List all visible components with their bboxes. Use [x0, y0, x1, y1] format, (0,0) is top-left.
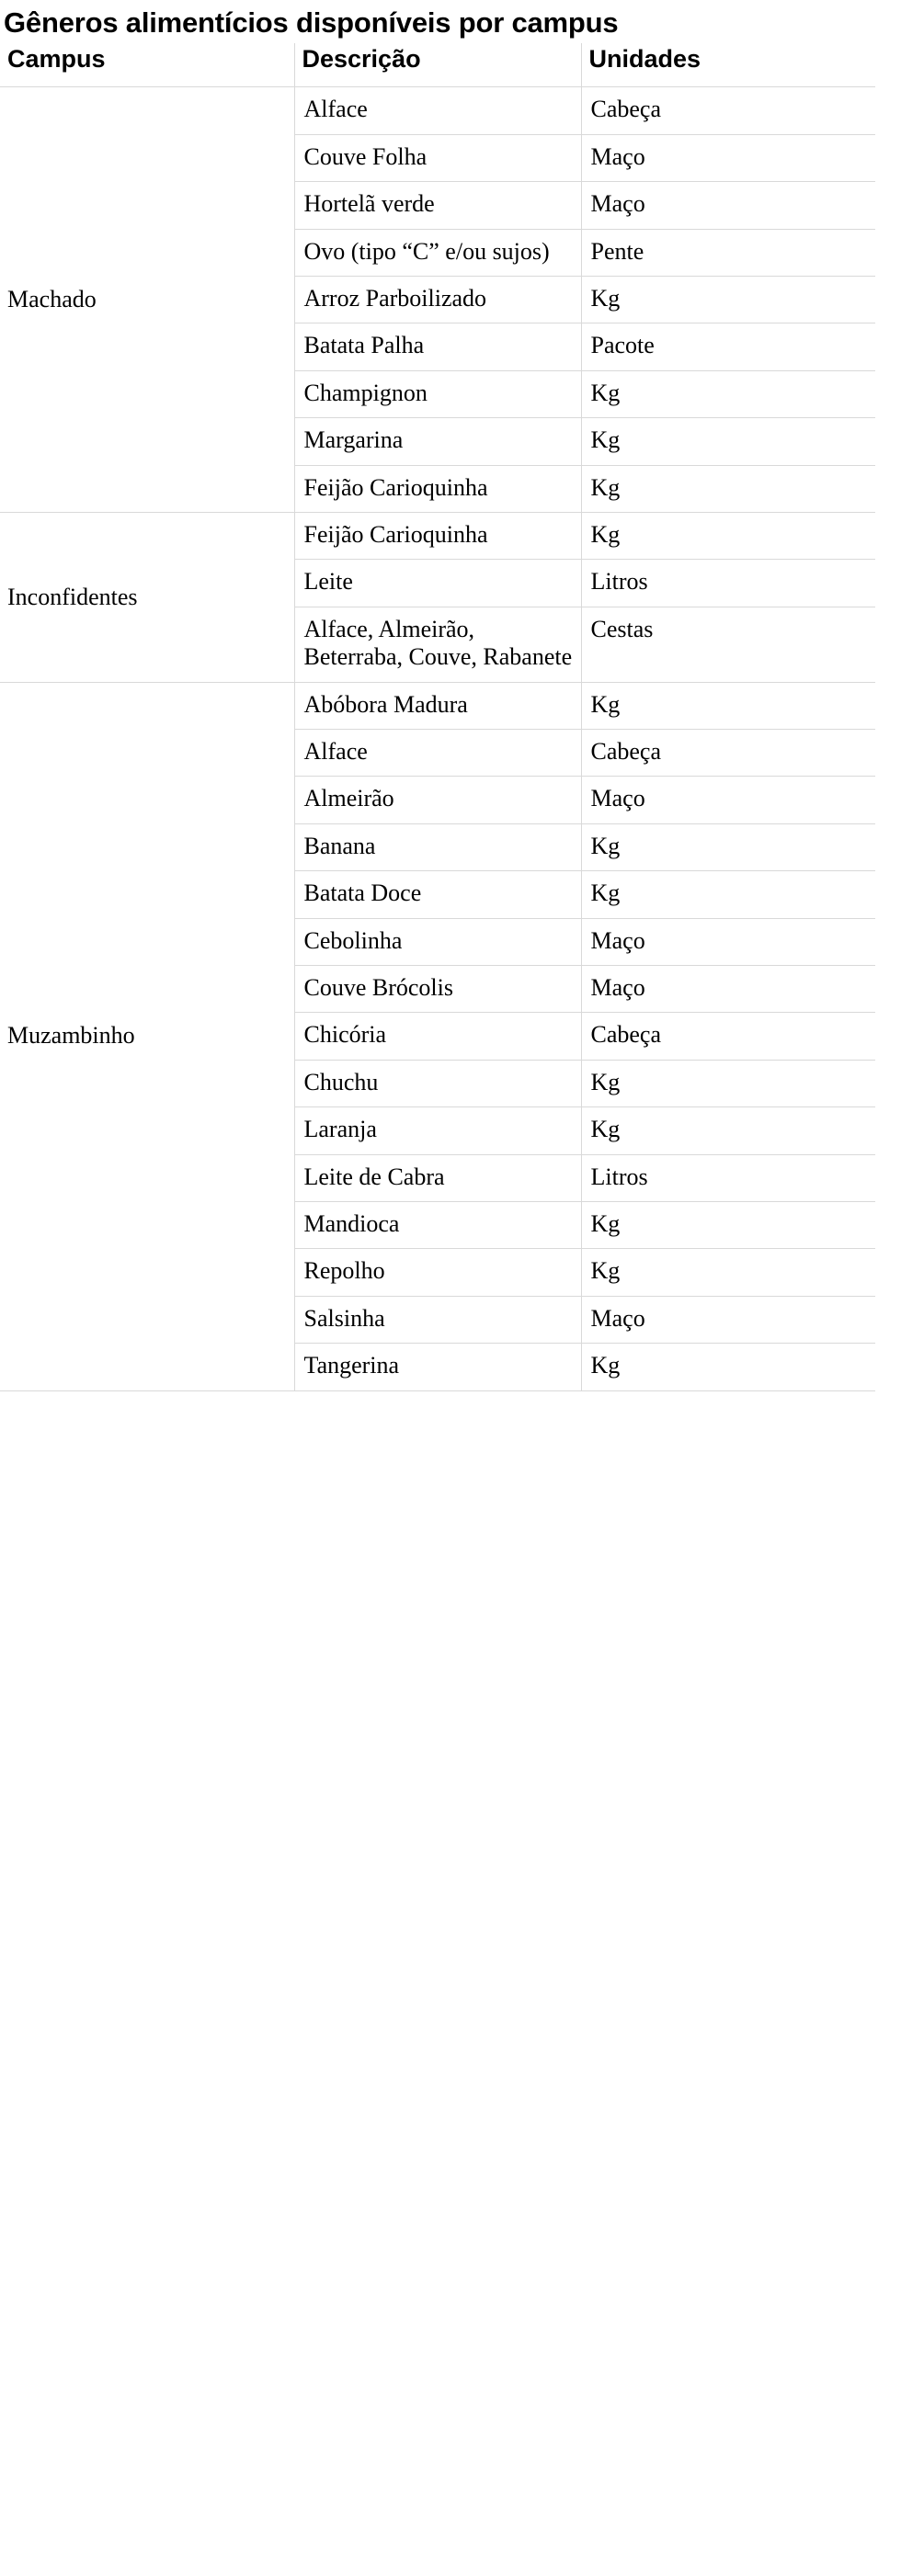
unidade-cell: Kg: [581, 276, 875, 323]
descricao-cell: Banana: [294, 823, 581, 870]
descricao-cell: Chicória: [294, 1013, 581, 1060]
unidade-cell: Maço: [581, 134, 875, 181]
goods-table: [0, 43, 875, 1391]
unidade-cell: Kg: [581, 465, 875, 512]
unidade-cell: Kg: [581, 418, 875, 465]
unidade-cell: Kg: [581, 1060, 875, 1106]
unidade-cell: Cabeça: [581, 87, 875, 134]
descricao-cell: Feijão Carioquinha: [294, 512, 581, 559]
table-row: [0, 512, 875, 559]
unidade-cell: Maço: [581, 1296, 875, 1343]
descricao-cell: Champignon: [294, 370, 581, 417]
unidade-cell: Litros: [581, 1154, 875, 1201]
descricao-cell: Margarina: [294, 418, 581, 465]
descricao-cell: Leite de Cabra: [294, 1154, 581, 1201]
descricao-cell: Alface, Almeirão, Beterraba, Couve, Rabanete: [294, 607, 581, 682]
campus-label: Inconfidentes: [7, 583, 138, 610]
descricao-cell: Mandioca: [294, 1202, 581, 1249]
descricao-cell: Alface: [294, 87, 581, 134]
descricao-cell: Leite: [294, 560, 581, 607]
unidade-cell: Kg: [581, 370, 875, 417]
unidade-cell: Kg: [581, 871, 875, 918]
descricao-cell: Feijão Carioquinha: [294, 465, 581, 512]
unidade-cell: Litros: [581, 560, 875, 607]
unidade-cell: Cabeça: [581, 1013, 875, 1060]
descricao-cell: Batata Doce: [294, 871, 581, 918]
unidade-cell: Kg: [581, 1202, 875, 1249]
unidade-cell: Kg: [581, 1249, 875, 1296]
column-header-campus: Campus: [0, 43, 294, 87]
descricao-cell: Couve Brócolis: [294, 966, 581, 1013]
column-header-descricao: Descrição: [294, 43, 581, 87]
table-header-row: [0, 43, 875, 87]
descricao-cell: Abóbora Madura: [294, 682, 581, 729]
unidade-cell: Pente: [581, 229, 875, 276]
unidade-cell: Kg: [581, 512, 875, 559]
descricao-cell: Alface: [294, 729, 581, 776]
campus-cell: [0, 682, 294, 1390]
descricao-cell: Arroz Parboilizado: [294, 276, 581, 323]
descricao-cell: Salsinha: [294, 1296, 581, 1343]
campus-label: Machado: [7, 285, 97, 312]
descricao-cell: Almeirão: [294, 777, 581, 823]
descricao-cell: Laranja: [294, 1107, 581, 1154]
unidade-cell: Kg: [581, 823, 875, 870]
unidade-cell: Kg: [581, 682, 875, 729]
unidade-cell: Maço: [581, 777, 875, 823]
unidade-cell: Cestas: [581, 607, 875, 682]
campus-label: Muzambinho: [7, 1022, 135, 1050]
descricao-cell: Hortelã verde: [294, 182, 581, 229]
descricao-cell: Cebolinha: [294, 918, 581, 965]
unidade-cell: Cabeça: [581, 729, 875, 776]
descricao-cell: Repolho: [294, 1249, 581, 1296]
table-body: [0, 87, 875, 1390]
unidade-cell: Kg: [581, 1344, 875, 1390]
descricao-cell: Couve Folha: [294, 134, 581, 181]
table-header: [0, 43, 875, 87]
table-row: [0, 87, 875, 134]
descricao-cell: Tangerina: [294, 1344, 581, 1390]
table-row: [0, 682, 875, 729]
descricao-cell: Ovo (tipo “C” e/ou sujos): [294, 229, 581, 276]
unidade-cell: Maço: [581, 966, 875, 1013]
page-title: Gêneros alimentícios disponíveis por campus: [4, 6, 619, 39]
descricao-cell: Batata Palha: [294, 323, 581, 370]
unidade-cell: Pacote: [581, 323, 875, 370]
descricao-cell: Chuchu: [294, 1060, 581, 1106]
unidade-cell: Kg: [581, 1107, 875, 1154]
campus-cell: [0, 87, 294, 513]
unidade-cell: Maço: [581, 182, 875, 229]
campus-cell: [0, 512, 294, 682]
unidade-cell: Maço: [581, 918, 875, 965]
column-header-unidades: Unidades: [581, 43, 875, 87]
